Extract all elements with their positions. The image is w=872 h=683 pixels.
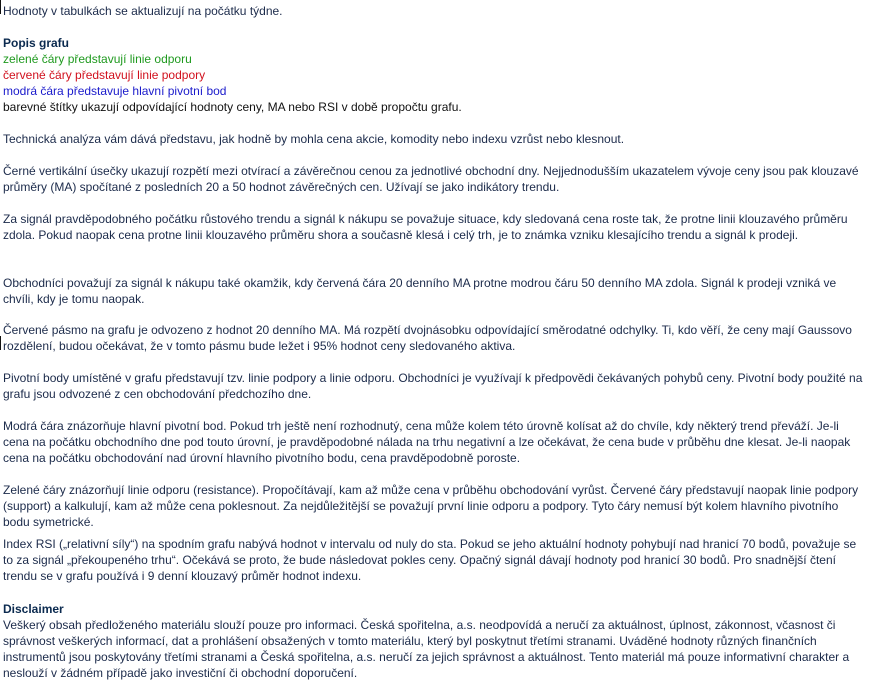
legend-labels-text: barevné štítky ukazují odpovídající hodnoty ceny, MA nebo RSI v době propočtu grafu.	[3, 100, 462, 114]
disclaimer-text: Veškerý obsah předloženého materiálu slouží pouze pro informaci. Česká spořitelna, a.s. neodpovídá a neručí za aktuálnost, úplnost, zákonnost, včasnost či správnost veškerých informací, dat a prohlášení obsažených v tomto materiálu, který byl poskytnut třetími stranami. Uváděné hodnoty různých finančních instrumentů jsou poskytovány třetími stranami a Česká spořitelna, a.s. neručí za jejich správnost a aktuálnost. Tento materiál má pouze informativní charakter a neslouží v žádném případě jako investiční či obchodní doporučení.	[3, 618, 850, 680]
paragraph-blue-line: Modrá čára znázorňuje hlavní pivotní bod. Pokud trh ještě není rozhodnutý, cena může kolem této úrovně kolísat až do chvíle, kdy některý trend převáží. Je-li cena na počátku obchodního dne pod touto úrovní, je pravděpodobné nálada na trhu negativní a lze očekávat, že cena bude v průběhu dne klesat. Je-li naopak cena na počátku obchodování nad úrovní hlavního pivotního bodu, cena pravděpodobně poroste.	[3, 419, 851, 465]
paragraph-ma-crossover: Obchodníci považují za signál k nákupu také okamžik, kdy červená čára 20 denního MA protne modrou čáru 50 denního MA zdola. Signál k prodeji vzniká ve chvíli, kdy je tomu naopak.	[3, 276, 837, 306]
legend-red-line: červené čáry představují linie podpory	[3, 68, 206, 82]
legend-green-line: zelené čáry představují linie odporu	[3, 52, 192, 66]
paragraph-growth-signal: Za signál pravděpodobného počátku růstového trendu a signál k nákupu se považuje situace, kdy sledovaná cena roste tak, že protne linii klouzavého průměru zdola. Pokud naopak cena protne linii klouzavého průměru shora a současně klesá i celý trh, je to známka vzniku klesajícího trendu a signál k prodeji.	[3, 212, 848, 242]
intro-text: Hodnoty v tabulkách se aktualizují na počátku týdne.	[3, 4, 283, 18]
text-cursor-mark	[0, 0, 1, 14]
paragraph-rsi-index: Index RSI („relativní síly“) na spodním grafu nabývá hodnot v intervalu od nuly do sta. Pokud se jeho aktuální hodnoty pohybují nad hranicí 70 bodů, považuje se to za signál „překoupeného trhu“. Očekává se proto, že bude následovat pokles ceny. Opačný signál dávají hodnoty pod hranicí 30 bodů. Pro snadnější čtení trendu se v grafu používá i 9 denní klouzavý průměr hodnot indexu.	[3, 537, 857, 583]
paragraph-pivot-points: Pivotní body umístěné v grafu představují tzv. linie podpory a linie odporu. Obchodníci je využívají k předpovědi čekávaných pohybů ceny. Pivotní body použité na grafu jsou odvozené z cen obchodování předchozího dne.	[3, 371, 863, 401]
legend-blue-line: modrá čára představuje hlavní pivotní bod	[3, 84, 227, 98]
paragraph-vertical-lines: Černé vertikální úsečky ukazují rozpětí mezi otvírací a závěrečnou cenou za jednotlivé obchodní dny. Nejjednodušším ukazatelem vývoje ceny jsou pak klouzavé průměry (MA) spočítané z posledních 20 a 50 hodnot závěrečných cen. Užívají se jako indikátory trendu.	[3, 164, 859, 194]
paragraph-green-lines: Zelené čáry znázorňují linie odporu (resistance). Propočítávají, kam až může cena v průběhu obchodování vyrůst. Červené čáry představují naopak linie podpory (support) a kalkulují, kam až může cena poklesnout. Za nejdůležitější se považují první linie odporu a podpory. Tyto čáry nemusí být kolem hlavního pivotního bodu symetrické.	[3, 483, 859, 529]
text-cursor-mark	[0, 336, 1, 350]
legend-heading: Popis grafu	[3, 36, 70, 50]
paragraph-red-band: Červené pásmo na grafu je odvozeno z hodnot 20 denního MA. Má rozpětí dvojnásobku odpovídající směrodatné odchylky. Ti, kdo věří, že ceny mají Gaussovo rozdělení, budou očekávat, že v tomto pásmu bude ležet i 95% hodnot ceny sledovaného aktiva.	[3, 323, 852, 353]
paragraph-technical-analysis: Technická analýza vám dává představu, jak hodně by mohla cena akcie, komodity nebo indexu vzrůst nebo klesnout.	[3, 132, 625, 146]
disclaimer-heading: Disclaimer	[3, 602, 64, 616]
